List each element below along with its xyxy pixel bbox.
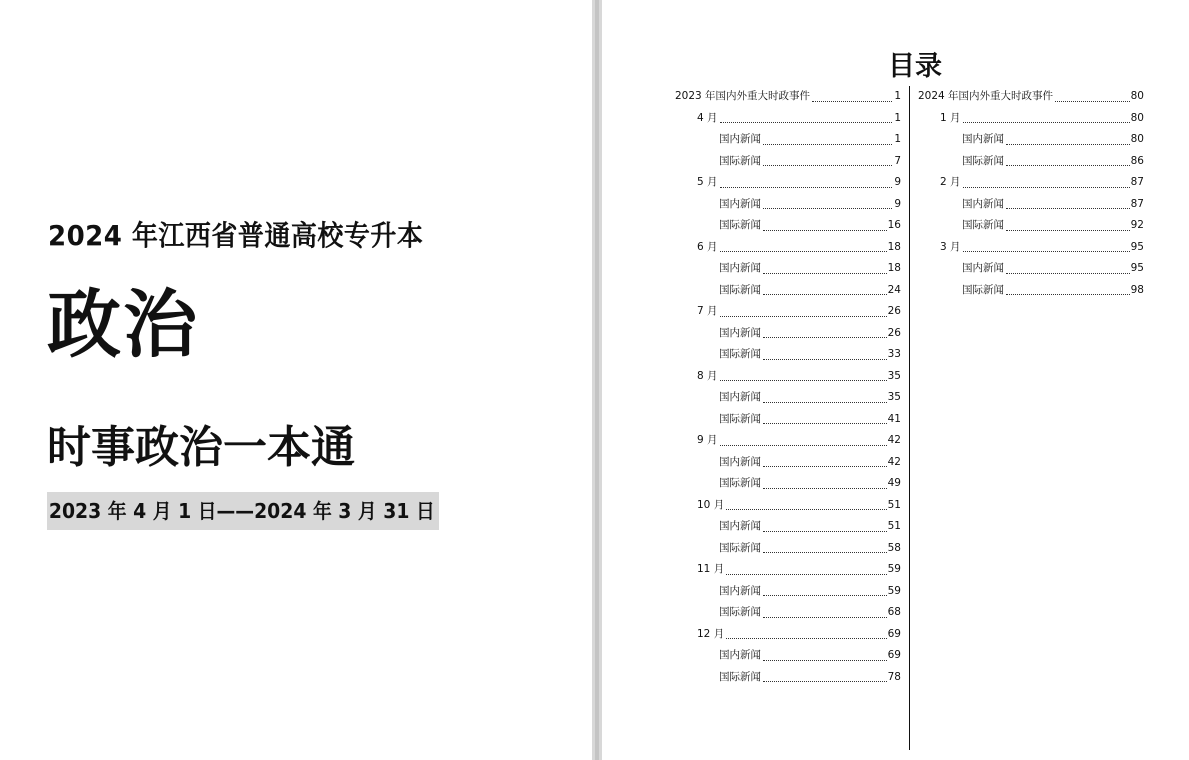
dot-leader bbox=[763, 595, 887, 596]
dot-leader bbox=[1006, 273, 1130, 274]
toc-entry-label: 10 月 bbox=[697, 498, 725, 511]
toc-column-left bbox=[675, 86, 901, 688]
toc-page-number: 59 bbox=[887, 584, 901, 597]
dot-leader bbox=[763, 337, 887, 338]
toc-entry[interactable] bbox=[918, 215, 1144, 237]
toc-page-number: 26 bbox=[887, 305, 901, 317]
toc-entry-label: 7 月 bbox=[697, 305, 718, 317]
toc-entry-label: 国际新闻 bbox=[719, 283, 761, 296]
toc-entry-label: 国内新闻 bbox=[719, 584, 761, 597]
toc-entry[interactable] bbox=[675, 602, 901, 624]
toc-entry[interactable] bbox=[675, 409, 901, 431]
dot-leader bbox=[763, 294, 887, 295]
toc-entry[interactable] bbox=[675, 538, 901, 560]
dot-leader bbox=[763, 144, 892, 145]
toc-entry[interactable] bbox=[918, 129, 1144, 151]
toc-heading: 目录 bbox=[888, 51, 942, 82]
toc-entry[interactable] bbox=[918, 151, 1144, 173]
toc-entry-label: 国际新闻 bbox=[719, 154, 761, 167]
toc-entry[interactable] bbox=[675, 473, 901, 495]
dot-leader bbox=[1055, 101, 1130, 102]
toc-entry[interactable] bbox=[675, 559, 901, 581]
toc-entry-label: 国内新闻 bbox=[719, 391, 761, 403]
toc-page-number: 1 bbox=[894, 133, 901, 145]
page-divider bbox=[592, 0, 602, 760]
toc-page-number: 92 bbox=[1130, 219, 1144, 231]
toc-entry[interactable] bbox=[675, 108, 901, 130]
toc-entry-label: 国际新闻 bbox=[719, 477, 761, 489]
dot-leader bbox=[963, 251, 1130, 252]
toc-entry[interactable] bbox=[675, 258, 901, 280]
toc-entry-label: 国内新闻 bbox=[962, 262, 1004, 274]
toc-page-number: 68 bbox=[887, 606, 901, 618]
toc-entry[interactable] bbox=[675, 387, 901, 409]
dot-leader bbox=[720, 122, 892, 123]
toc-page-number: 95 bbox=[1130, 262, 1144, 274]
dot-leader bbox=[763, 359, 887, 360]
toc-entry-label: 11 月 bbox=[697, 563, 725, 575]
toc-entry-label: 国内新闻 bbox=[719, 262, 761, 274]
dot-leader bbox=[720, 187, 892, 188]
toc-page-number: 98 bbox=[1130, 283, 1144, 296]
dot-leader bbox=[720, 380, 887, 381]
dot-leader bbox=[763, 165, 892, 166]
toc-page-number: 51 bbox=[887, 498, 901, 511]
toc-entry-label: 国际新闻 bbox=[719, 670, 761, 683]
dot-leader bbox=[1006, 230, 1130, 231]
toc-entry-label: 国内新闻 bbox=[719, 326, 761, 339]
toc-page-number: 16 bbox=[887, 219, 901, 231]
toc-page-number: 1 bbox=[894, 111, 901, 124]
dot-leader bbox=[726, 574, 886, 575]
toc-entry[interactable] bbox=[675, 237, 901, 259]
toc-entry-label: 国内新闻 bbox=[719, 520, 761, 532]
toc-page-number: 26 bbox=[887, 326, 901, 339]
toc-entry-label: 国内新闻 bbox=[962, 197, 1004, 210]
dot-leader bbox=[763, 552, 887, 553]
toc-entry-label: 2024 年国内外重大时政事件 bbox=[918, 90, 1054, 102]
dot-leader bbox=[763, 466, 887, 467]
dot-leader bbox=[726, 509, 886, 510]
toc-page-number: 95 bbox=[1130, 240, 1144, 253]
toc-entry[interactable] bbox=[675, 151, 901, 173]
toc-entry[interactable] bbox=[675, 301, 901, 323]
toc-entry-label: 6 月 bbox=[697, 240, 718, 253]
toc-entry[interactable] bbox=[675, 366, 901, 388]
toc-entry[interactable] bbox=[675, 645, 901, 667]
toc-entry[interactable] bbox=[675, 344, 901, 366]
toc-entry-label: 国内新闻 bbox=[719, 649, 761, 661]
toc-entry[interactable] bbox=[675, 172, 901, 194]
dot-leader bbox=[1006, 294, 1130, 295]
toc-entry[interactable] bbox=[675, 215, 901, 237]
toc-page-number: 18 bbox=[887, 240, 901, 253]
toc-page-number: 41 bbox=[887, 412, 901, 425]
dot-leader bbox=[720, 445, 887, 446]
dot-leader bbox=[726, 638, 886, 639]
dot-leader bbox=[1006, 165, 1130, 166]
toc-page-number: 7 bbox=[894, 154, 901, 167]
toc-entry-label: 国际新闻 bbox=[719, 412, 761, 425]
toc-entry[interactable] bbox=[918, 108, 1144, 130]
dot-leader bbox=[763, 208, 892, 209]
dot-leader bbox=[763, 681, 887, 682]
dot-leader bbox=[963, 187, 1130, 188]
dot-leader bbox=[1006, 208, 1130, 209]
toc-page-number: 69 bbox=[887, 627, 901, 640]
toc-page-number: 69 bbox=[887, 649, 901, 661]
toc-entry[interactable] bbox=[675, 323, 901, 345]
toc-entry-label: 2 月 bbox=[940, 176, 961, 188]
dot-leader bbox=[720, 316, 887, 317]
toc-entry-label: 9 月 bbox=[697, 434, 718, 446]
cover-date-range: 2023 年 4 月 1 日——2024 年 3 月 31 日 bbox=[47, 492, 439, 530]
cover-book-title: 时事政治一本通 bbox=[47, 422, 355, 473]
toc-entry[interactable] bbox=[918, 258, 1144, 280]
toc-entry[interactable] bbox=[918, 172, 1144, 194]
toc-page-number: 80 bbox=[1130, 133, 1144, 145]
dot-leader bbox=[763, 230, 887, 231]
toc-entry[interactable] bbox=[675, 516, 901, 538]
dot-leader bbox=[763, 531, 887, 532]
cover-page bbox=[0, 0, 592, 760]
cover-subtitle: 2024 年江西省普通高校专升本 bbox=[48, 219, 424, 252]
toc-page-number: 80 bbox=[1130, 90, 1144, 102]
toc-entry[interactable] bbox=[675, 667, 901, 689]
toc-entry-label: 8 月 bbox=[697, 369, 718, 382]
toc-entry[interactable] bbox=[675, 86, 901, 108]
toc-page-number: 35 bbox=[887, 391, 901, 403]
toc-page-number: 51 bbox=[887, 520, 901, 532]
dot-leader bbox=[763, 488, 887, 489]
toc-page-number: 1 bbox=[894, 90, 901, 102]
toc-page-number: 80 bbox=[1130, 111, 1144, 124]
toc-entry-label: 国际新闻 bbox=[962, 219, 1004, 231]
toc-page-number: 87 bbox=[1130, 176, 1144, 188]
dot-leader bbox=[763, 617, 887, 618]
toc-entry-label: 国内新闻 bbox=[962, 133, 1004, 145]
toc-page-number: 87 bbox=[1130, 197, 1144, 210]
dot-leader bbox=[963, 122, 1130, 123]
toc-page-number: 9 bbox=[894, 197, 901, 210]
toc-page-number: 42 bbox=[887, 434, 901, 446]
toc-entry-label: 2023 年国内外重大时政事件 bbox=[675, 90, 811, 102]
toc-page-number: 33 bbox=[887, 348, 901, 360]
toc-entry-label: 1 月 bbox=[940, 111, 961, 124]
column-rule bbox=[909, 86, 910, 750]
toc-entry-label: 国内新闻 bbox=[719, 197, 761, 210]
toc-page-number: 24 bbox=[887, 283, 901, 296]
toc-entry-label: 国际新闻 bbox=[962, 283, 1004, 296]
toc-page-number: 59 bbox=[887, 563, 901, 575]
toc-page-number: 78 bbox=[887, 670, 901, 683]
dot-leader bbox=[763, 273, 887, 274]
toc-entry[interactable] bbox=[675, 280, 901, 302]
cover-title: 政治 bbox=[47, 282, 199, 368]
toc-entry-label: 3 月 bbox=[940, 240, 961, 253]
toc-entry[interactable] bbox=[675, 452, 901, 474]
toc-page-number: 86 bbox=[1130, 154, 1144, 167]
dot-leader bbox=[812, 101, 892, 102]
toc-entry[interactable] bbox=[675, 495, 901, 517]
toc-entry-label: 国内新闻 bbox=[719, 455, 761, 468]
toc-page-number: 18 bbox=[887, 262, 901, 274]
toc-entry-label: 4 月 bbox=[697, 111, 718, 124]
toc-entry[interactable] bbox=[675, 430, 901, 452]
toc-entry-label: 国际新闻 bbox=[719, 541, 761, 554]
toc-page-number: 42 bbox=[887, 455, 901, 468]
toc-entry-label: 国际新闻 bbox=[962, 154, 1004, 167]
dot-leader bbox=[1006, 144, 1130, 145]
dot-leader bbox=[763, 402, 887, 403]
toc-column-right bbox=[918, 86, 1144, 301]
toc-entry[interactable] bbox=[675, 129, 901, 151]
dot-leader bbox=[720, 251, 887, 252]
toc-entry[interactable] bbox=[918, 237, 1144, 259]
toc-entry-label: 12 月 bbox=[697, 627, 725, 640]
toc-entry-label: 国际新闻 bbox=[719, 348, 761, 360]
toc-entry-label: 国内新闻 bbox=[719, 133, 761, 145]
toc-page bbox=[602, 0, 1189, 760]
toc-page-number: 9 bbox=[894, 176, 901, 188]
toc-page-number: 49 bbox=[887, 477, 901, 489]
toc-entry[interactable] bbox=[918, 86, 1144, 108]
dot-leader bbox=[763, 660, 887, 661]
toc-page-number: 35 bbox=[887, 369, 901, 382]
toc-entry[interactable] bbox=[918, 194, 1144, 216]
toc-entry[interactable] bbox=[675, 624, 901, 646]
toc-entry-label: 5 月 bbox=[697, 176, 718, 188]
toc-entry[interactable] bbox=[675, 194, 901, 216]
toc-page-number: 58 bbox=[887, 541, 901, 554]
toc-entry[interactable] bbox=[675, 581, 901, 603]
toc-entry-label: 国际新闻 bbox=[719, 219, 761, 231]
toc-entry-label: 国际新闻 bbox=[719, 606, 761, 618]
toc-entry[interactable] bbox=[918, 280, 1144, 302]
dot-leader bbox=[763, 423, 887, 424]
